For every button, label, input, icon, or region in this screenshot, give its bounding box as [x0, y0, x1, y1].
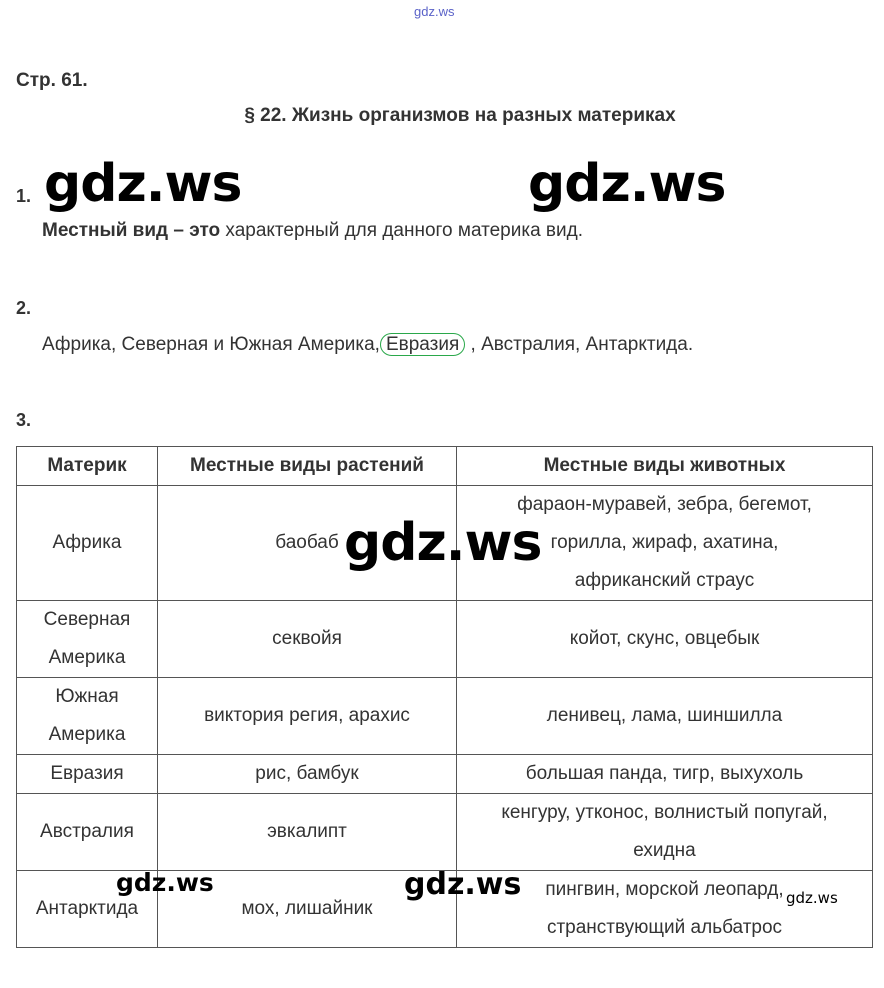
section-heading: § 22. Жизнь организмов на разных материках	[244, 105, 676, 126]
table-row	[17, 678, 873, 755]
header-continent: Материк	[17, 447, 158, 486]
cell-continent	[17, 678, 158, 755]
cell-plants: мох, лишайник	[158, 871, 457, 948]
watermark: gdz.ws	[44, 154, 242, 214]
animals-line: африканский страус	[574, 570, 755, 591]
circled-continent: Евразия	[380, 333, 465, 356]
continent-line: Австралия	[40, 821, 134, 842]
cell-plants: рис, бамбук	[158, 755, 457, 794]
continent-line: Америка	[48, 724, 126, 745]
task-2-continents	[42, 334, 693, 356]
watermark: gdz.ws	[528, 154, 726, 214]
task-1-number: 1.	[16, 186, 32, 206]
animals-line: койот, скунс, овцебык	[569, 628, 760, 649]
task-3-number: 3.	[16, 410, 32, 430]
cell-continent	[17, 486, 158, 601]
cell-continent	[17, 601, 158, 678]
watermark: gdz.ws	[116, 868, 214, 897]
animals-line: фараон-муравей, зебра, бегемот,	[517, 494, 812, 515]
cell-plants: виктория регия, арахис	[158, 678, 457, 755]
cell-continent	[17, 794, 158, 871]
site-watermark-top: gdz.ws	[414, 4, 455, 19]
cell-animals	[457, 794, 873, 871]
cell-animals	[457, 755, 873, 794]
animals-line: горилла, жираф, ахатина,	[550, 532, 779, 553]
continent-line: Южная	[55, 686, 119, 707]
header-animals: Местные виды животных	[457, 447, 873, 486]
animals-line: странствующий альбатрос	[546, 917, 783, 938]
continent-line: Америка	[48, 647, 126, 668]
cell-plants: секвойя	[158, 601, 457, 678]
header-plants: Местные виды растений	[158, 447, 457, 486]
watermark: gdz.ws	[344, 513, 542, 573]
task-1-definition-text: характерный для данного материка вид.	[220, 220, 583, 241]
animals-line: ленивец, лама, шиншилла	[546, 705, 783, 726]
animals-line: ехидна	[633, 840, 696, 861]
animals-line: пингвин, морской леопард,	[545, 879, 784, 900]
task-2-number: 2.	[16, 298, 32, 318]
continents-before: Африка, Северная и Южная Америка,	[42, 334, 380, 355]
continent-line: Евразия	[50, 763, 124, 784]
watermark: gdz.ws	[404, 867, 522, 902]
table-row	[17, 601, 873, 678]
watermark: gdz.ws	[786, 889, 838, 907]
animals-line: кенгуру, утконос, волнистый попугай,	[501, 802, 828, 823]
cell-continent	[17, 755, 158, 794]
continents-after: , Австралия, Антарктида.	[465, 334, 694, 355]
task-1-definition	[42, 220, 583, 242]
table-header-row	[17, 447, 873, 486]
cell-animals	[457, 678, 873, 755]
cell-animals	[457, 601, 873, 678]
cell-plants: баобаб	[158, 486, 457, 601]
table-row	[17, 794, 873, 871]
animals-line: большая панда, тигр, выхухоль	[525, 763, 804, 784]
continent-line: Северная	[43, 609, 131, 630]
task-1-term: Местный вид – это	[42, 220, 221, 241]
table-row	[17, 755, 873, 794]
cell-plants: эвкалипт	[158, 794, 457, 871]
continent-line: Антарктида	[35, 898, 139, 919]
continent-line: Африка	[52, 532, 122, 553]
page-number: Стр. 61.	[16, 70, 88, 91]
